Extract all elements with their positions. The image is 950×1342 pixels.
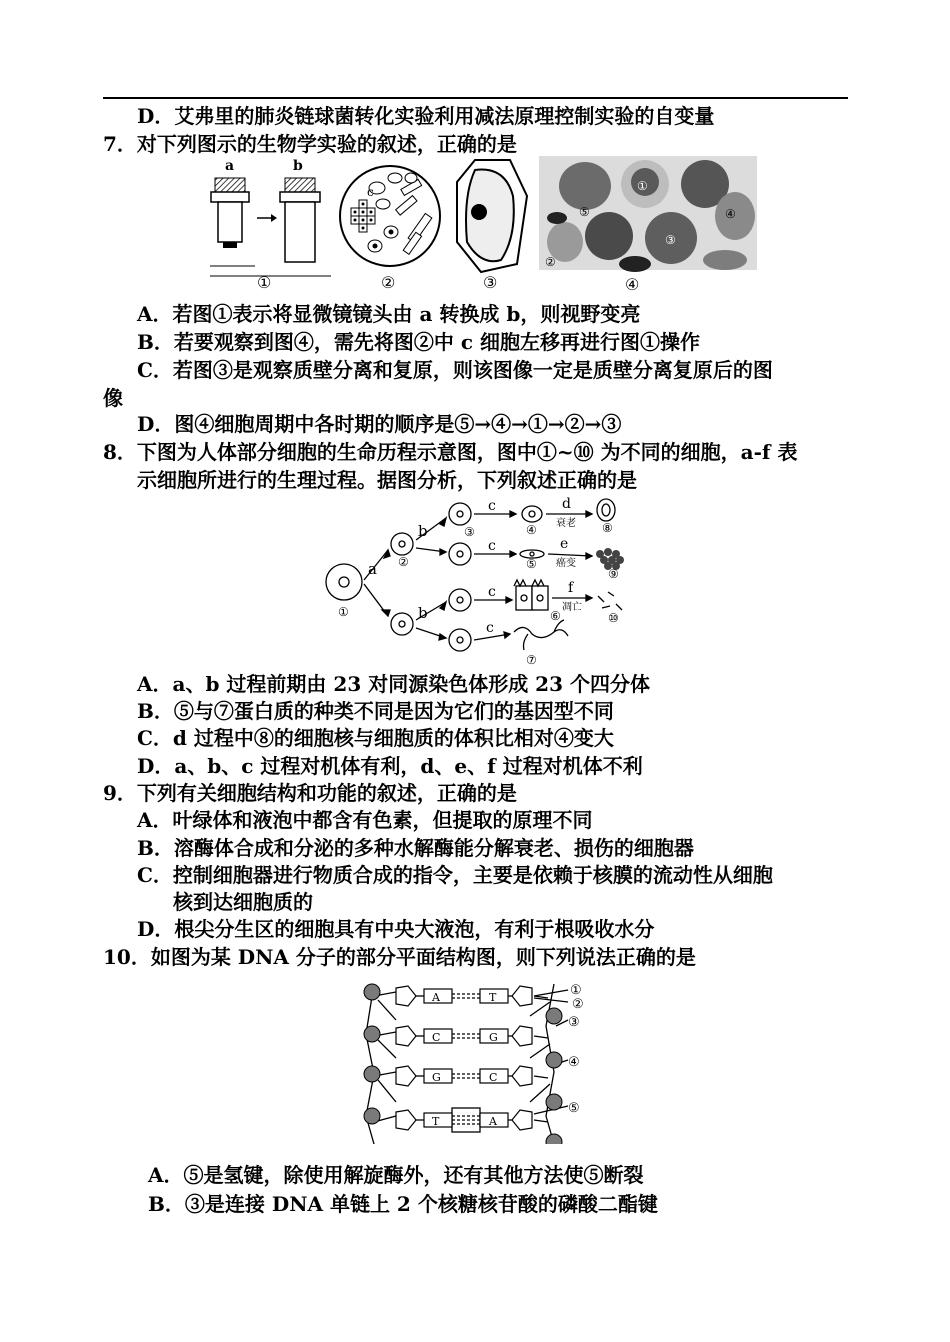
label-c-3: c [488,584,496,600]
label-c-1: c [488,498,496,514]
q7-stem: 7．对下列图示的生物学实验的叙述，正确的是 [103,132,517,156]
cell-label-9: ⑨ [608,567,619,581]
fig4-label: ④ [625,275,640,294]
cell-label-6: ⑥ [550,609,561,623]
num-4: ④ [568,1055,580,1070]
cell3-label: ③ [665,233,676,247]
q8-option-c: C．d 过程中⑧的细胞核与细胞质的体积比相对④变大 [137,726,614,750]
cell2-label: ② [545,255,556,269]
label-b: b [293,158,303,174]
cell-label-1: ① [338,605,349,619]
num-5: ⑤ [568,1101,580,1116]
q10-stem: 10．如图为某 DNA 分子的部分平面结构图，则下列说法正确的是 [103,945,696,969]
q9-option-a: A．叶绿体和液泡中都含有色素，但提取的原理不同 [137,808,593,832]
base-A2: A [489,1115,497,1128]
q7-option-b: B．若要观察到图④，需先将图②中 c 细胞左移再进行图①操作 [137,330,701,354]
cell5-label: ⑤ [579,205,590,219]
q9-option-d: D．根尖分生区的细胞具有中央大液泡，有利于根吸收水分 [137,917,655,941]
cell-label-5: ⑤ [526,557,537,571]
base-C: C [432,1031,441,1044]
base-A: A [432,991,440,1004]
label-b-upper: b [418,522,428,540]
q8-stem-line2: 示细胞所进行的生理过程。据图分析，下列叙述正确的是 [137,468,637,492]
q9-option-b: B．溶酶体合成和分泌的多种水解酶能分解衰老、损伤的细胞器 [137,836,694,860]
q10-option-a: A．⑤是氢键，除使用解旋酶外，还有其他方法使⑤断裂 [148,1163,644,1187]
q8-option-d: D．a、b、c 过程对机体有利，d、e、f 过程对机体不利 [137,754,643,778]
cell-label-3: ③ [464,525,475,539]
q7-option-c: C．若图③是观察质壁分离和复原，则该图像一定是质壁分离复原后的图 [137,358,773,382]
cell4-label: ④ [725,207,736,221]
label-a: a [368,560,377,578]
fig3-label: ③ [483,273,498,292]
plant-cell [457,160,527,272]
base-G: G [489,1031,498,1044]
fig2-label: ② [381,273,396,292]
cell-label-2: ② [398,555,409,569]
q7-option-c-cont: 像 [103,386,123,410]
q6-option-d: D．艾弗里的肺炎链球菌转化实验利用减法原理控制实验的自变量 [137,104,715,128]
cell-label-7: ⑦ [526,653,537,667]
base-C2: C [489,1071,498,1084]
label-a: a [225,158,235,174]
fig1-label: ① [257,273,272,292]
q8-figure [318,492,638,670]
q9-option-c-cont: 核到达细胞质的 [173,890,313,914]
cell-label-10: ⑩ [608,611,619,625]
num-1: ① [570,983,582,998]
microscope-field [340,166,440,266]
label-e: e [560,536,569,552]
q7-option-d: D．图④细胞周期中各时期的顺序是⑤→④→①→②→③ [137,412,622,436]
label-c: c [367,185,374,199]
label-c-2: c [488,538,496,554]
cell-label-4: ④ [526,523,537,537]
objective-lens-b [280,178,320,262]
objective-lens-a [211,178,249,248]
label-aging: 衰老 [556,518,576,529]
base-T: T [489,991,497,1004]
q9-stem: 9．下列有关细胞结构和功能的叙述，正确的是 [103,781,517,805]
label-apoptosis: 凋亡 [562,602,582,613]
label-f: f [568,580,574,596]
q10-option-b: B．③是连接 DNA 单链上 2 个核糖核苷酸的磷酸二酯键 [148,1192,658,1216]
q8-option-b: B．⑤与⑦蛋白质的种类不同是因为它们的基因型不同 [137,699,614,723]
top-rule [103,97,848,99]
num-3: ③ [568,1015,580,1030]
label-b-lower: b [418,604,428,622]
num-2: ② [572,997,584,1012]
q9-option-c: C．控制细胞器进行物质合成的指令，主要是依赖于核膜的流动性从细胞 [137,863,773,887]
label-cancer: 癌变 [556,558,576,569]
label-d: d [562,496,571,512]
q7-option-a: A．若图①表示将显微镜镜头由 a 转换成 b，则视野变亮 [137,302,641,326]
cell-label-8: ⑧ [602,521,613,535]
base-T2: T [432,1115,440,1128]
base-G2: G [432,1071,441,1084]
q8-option-a: A．a、b 过程前期由 23 对同源染色体形成 23 个四分体 [137,672,650,696]
q8-stem-line1: 8．下图为人体部分细胞的生命历程示意图，图中①~⑩ 为不同的细胞，a-f 表 [103,440,798,464]
label-c-4: c [486,620,494,636]
q10-dna-figure [358,976,608,1144]
cell1-label: ① [637,179,648,193]
q7-figure [205,156,760,294]
